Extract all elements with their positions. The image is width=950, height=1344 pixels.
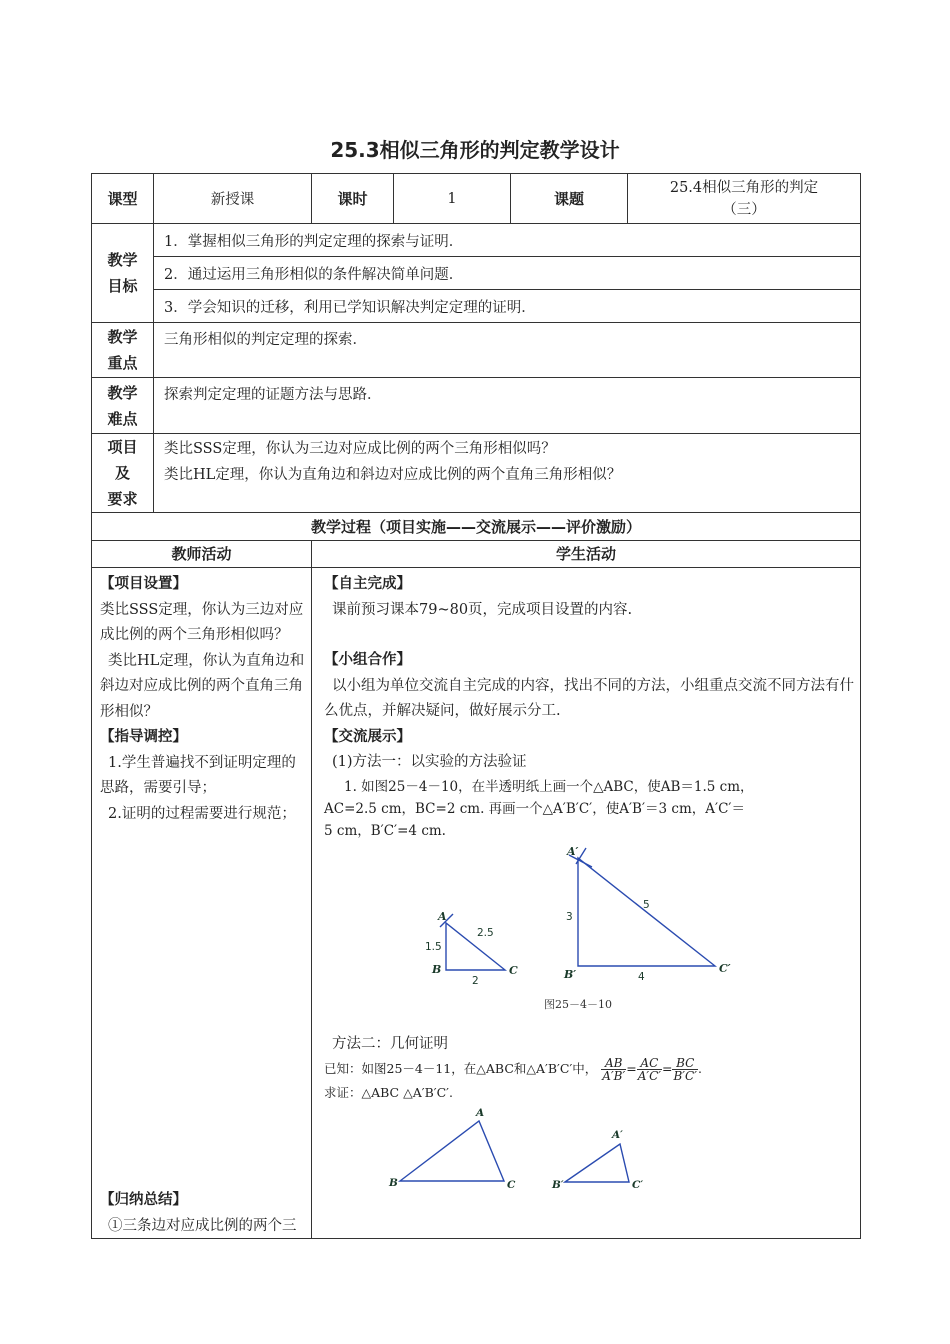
project-text: 类比SSS定理，你认为三边对应成比例的两个三角形相似吗？ 类比HL定理，你认为直角边和斜边对应成比例的两个直角三角形相似？ <box>154 434 861 513</box>
student-self-text: 课前预习课本79~80页，完成项目设置的内容. <box>332 601 633 618</box>
project-label: 项目 及 要求 <box>92 434 154 513</box>
student-group-text: 以小组为单位交流自主完成的内容，找出不同的方法，小组重点交流不同方法有什么优点，并解决疑问，做好展示分工. <box>324 677 854 719</box>
label-a: A <box>438 909 447 923</box>
topic-value-line2: （三） <box>722 201 766 218</box>
student-header: 学生活动 <box>312 541 861 568</box>
topic-label: 课题 <box>511 174 628 224</box>
length-a2b2: 3 <box>566 910 573 923</box>
objective-item: 3．学会知识的迁移，利用已学知识解决判定定理的证明． <box>154 290 861 323</box>
experiment-text: 1. 如图25－4－10，在半透明纸上画一个△ABC，使AB＝1.5 cm， AC=2.5 cm，BC=2 cm. 再画一个△A′B′C′，使A′B′＝3 cm，A′C′＝ 5 cm，B′C′=4 cm. <box>324 778 754 839</box>
course-type-label: 课型 <box>92 174 154 224</box>
length-ab: 1.5 <box>425 940 442 953</box>
given-statement: 已知：如图25－4－11，在△ABC和△A′B′C′中， $\frac{AB}{A'B'}$ = $\frac{AC}{A'C'}$ = $\frac{BC}{B'C'}$ . <box>324 1056 702 1083</box>
student-method1: (1)方法一：以实验的方法验证 <box>332 754 527 770</box>
page-title: 25.3相似三角形的判定教学设计 <box>330 138 620 162</box>
objectives-label: 教学 目标 <box>92 224 154 323</box>
label-b-prime: B′ <box>564 967 577 981</box>
label-a: A <box>476 1107 485 1119</box>
course-type-value: 新授课 <box>154 174 312 224</box>
figure-25-4-11 <box>324 1104 814 1204</box>
triangle-abc-small <box>446 923 505 970</box>
figure-caption: 图25－4－10 <box>544 997 612 1011</box>
label-c: C <box>507 1179 516 1191</box>
teacher-setting-p1: 类比SSS定理，你认为三边对应成比例的两个三角形相似吗？ <box>100 601 304 643</box>
lesson-plan-table <box>91 173 861 1239</box>
info-row <box>92 174 861 224</box>
objective-item: 2．通过运用三角形相似的条件解决简单问题． <box>154 257 861 290</box>
length-bc: 2 <box>472 974 479 987</box>
difficulties-text: 探索判定定理的证题方法与思路． <box>154 378 861 434</box>
prove-statement: 求证：△ABC △A′B′C′. <box>324 1085 453 1100</box>
fraction-bc: $\frac{BC}{B'C'}$ <box>673 1056 697 1083</box>
triangle-abc-large <box>578 858 715 966</box>
topic-value-line1: 25.4相似三角形的判定 <box>669 179 819 196</box>
fraction-ac: $\frac{AC}{A'C'}$ <box>637 1056 661 1083</box>
label-b: B <box>432 962 442 976</box>
key-points-label: 教学 重点 <box>92 323 154 378</box>
teacher-header: 教师活动 <box>92 541 312 568</box>
objective-item: 1．掌握相似三角形的判定定理的探索与证明． <box>154 224 861 257</box>
label-b: B <box>389 1177 398 1189</box>
label-c-prime: C′ <box>719 961 731 975</box>
period-value: 1 <box>394 174 511 224</box>
figure-25-4-10 <box>324 842 814 1020</box>
length-ac: 2.5 <box>477 926 494 939</box>
fraction-ab: $\frac{AB}{A'B'}$ <box>602 1056 626 1083</box>
student-self-title: 【自主完成】 <box>324 576 411 592</box>
label-b-prime: B′ <box>552 1179 564 1191</box>
label-a-prime: A′ <box>567 844 579 858</box>
teacher-summary-p1: ①三条边对应成比例的两个三 <box>108 1217 297 1234</box>
label-c-prime: C′ <box>632 1179 644 1191</box>
difficulties-label: 教学 难点 <box>92 378 154 434</box>
key-points-text: 三角形相似的判定定理的探索． <box>154 323 861 378</box>
teacher-summary <box>100 1188 340 1239</box>
triangle-a2b2c2 <box>565 1144 629 1182</box>
student-show-title: 【交流展示】 <box>324 728 411 745</box>
teacher-activity <box>92 568 312 1239</box>
period-label: 课时 <box>312 174 394 224</box>
teacher-summary-title: 【归纳总结】 <box>100 1192 187 1208</box>
student-activity <box>312 568 861 1239</box>
teacher-guide-title: 【指导调控】 <box>100 729 187 745</box>
triangle-abc <box>400 1121 504 1181</box>
student-group-title: 【小组合作】 <box>324 652 411 668</box>
length-a2c2: 5 <box>643 898 650 911</box>
label-a-prime: A′ <box>612 1129 623 1141</box>
length-b2c2: 4 <box>638 970 645 983</box>
teacher-setting-title: 【项目设置】 <box>100 576 187 592</box>
teacher-guide-p1: 1.学生普遍找不到证明定理的思路，需要引导； <box>100 754 296 796</box>
student-method2: 方法二：几何证明 <box>332 1035 448 1052</box>
topic-value <box>628 174 861 224</box>
teacher-setting-p2: 类比HL定理，你认为直角边和斜边对应成比例的两个直角三角形相似？ <box>100 652 305 720</box>
teacher-guide-p2: 2.证明的过程需要进行规范； <box>108 805 296 822</box>
label-c: C <box>509 963 518 977</box>
process-header: 教学过程（项目实施——交流展示——评价激励） <box>92 513 861 541</box>
